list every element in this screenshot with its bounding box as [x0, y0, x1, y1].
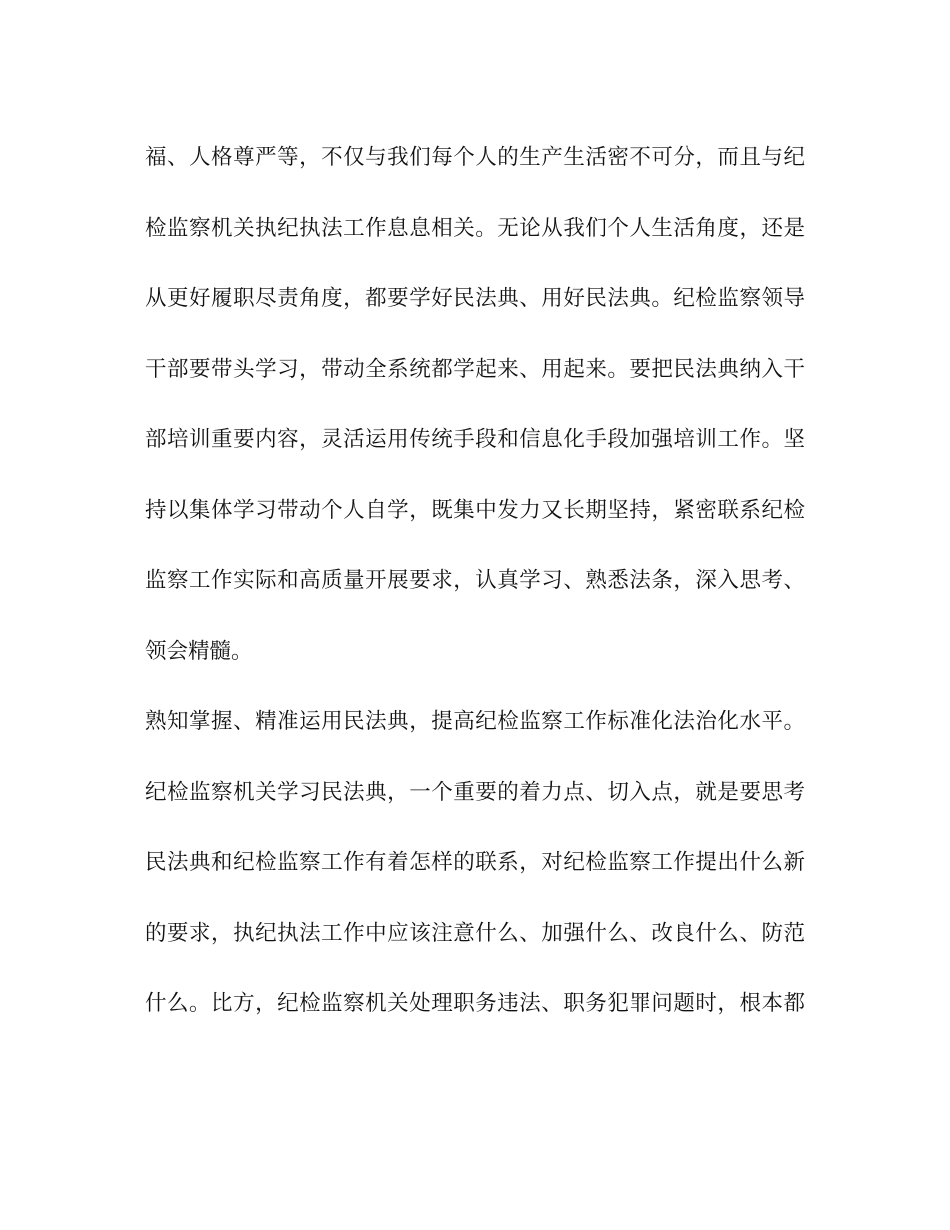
- text-line: 民法典和纪检监察工作有着怎样的联系，对纪检监察工作提出什么新: [145, 850, 805, 875]
- text-line: 什么。比方，纪检监察机关处理职务违法、职务犯罪问题时，根本都: [145, 991, 805, 1016]
- text-line: 纪检监察机关学习民法典，一个重要的着力点、切入点，就是要思考: [145, 779, 805, 805]
- text-line: 检监察机关执纪执法工作息息相关。无论从我们个人生活角度，还是: [145, 215, 805, 241]
- text-line: 熟知掌握、精准运用民法典，提高纪检监察工作标准化法治化水平。: [145, 709, 805, 734]
- text-line: 监察工作实际和高质量开展要求，认真学习、熟悉法条，深入思考、: [145, 568, 805, 593]
- text-line: 福、人格尊严等，不仅与我们每个人的生产生活密不可分，而且与纪: [145, 145, 805, 170]
- text-line: 干部要带头学习，带动全系统都学起来、用起来。要把民法典纳入干: [145, 356, 805, 382]
- body-text: [145, 138, 805, 1055]
- text-line: 领会精髓。: [145, 638, 253, 664]
- text-line: 从更好履职尽责角度，都要学好民法典、用好民法典。纪检监察领导: [145, 286, 805, 311]
- text-line: 持以集体学习带动个人自学，既集中发力又长期坚持，紧密联系纪检: [145, 497, 805, 523]
- text-line: 部培训重要内容，灵活运用传统手段和信息化手段加强培训工作。坚: [145, 427, 805, 452]
- text-line: 的要求，执纪执法工作中应该注意什么、加强什么、改良什么、防范: [145, 920, 805, 946]
